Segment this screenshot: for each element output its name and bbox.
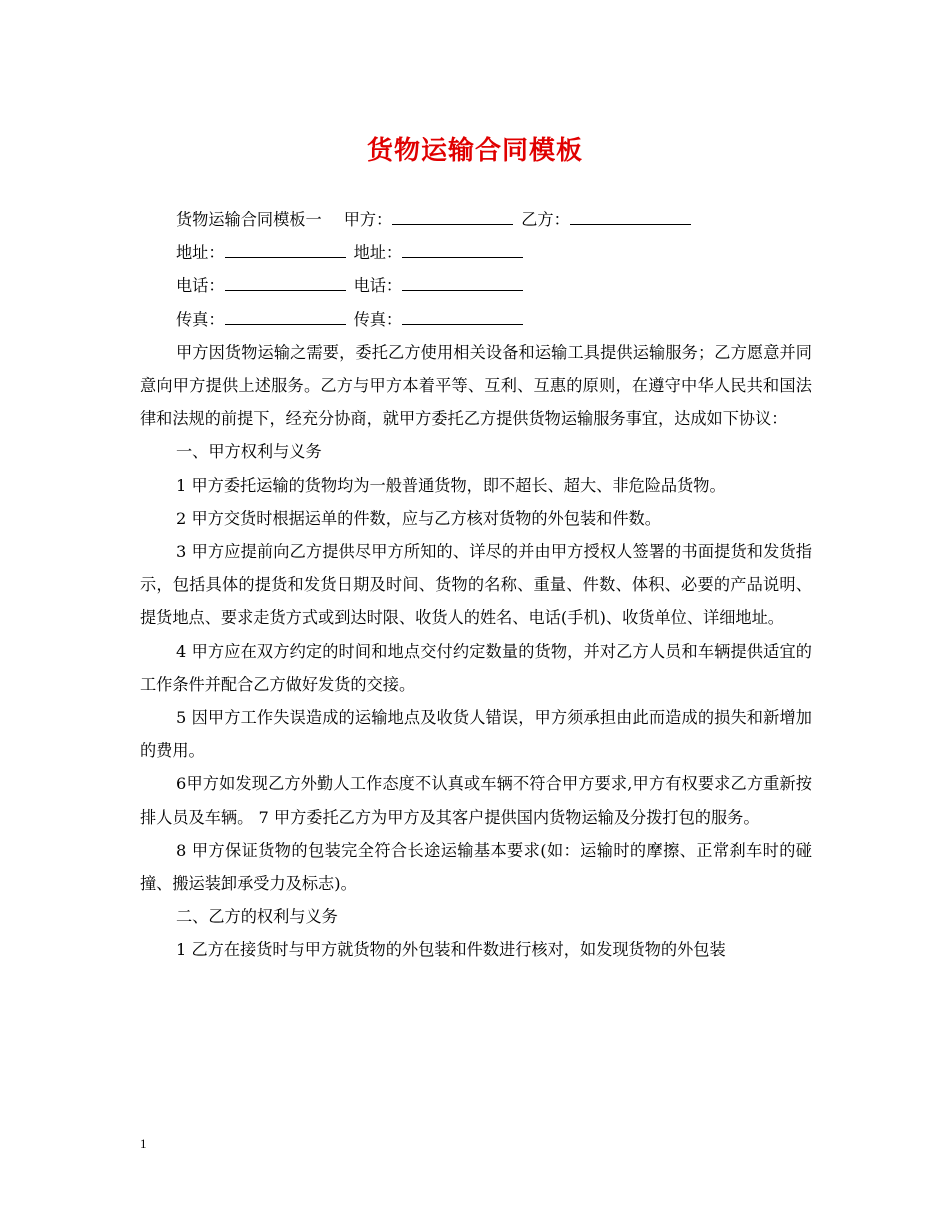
header-row-2 <box>140 236 812 269</box>
address-b-blank <box>402 243 523 258</box>
party-a-blank <box>392 210 513 225</box>
clause-a-1: 1 甲方委托运输的货物均为一般普通货物，即不超长、超大、非危险品货物。 <box>176 475 726 495</box>
address-a-label: 地址： <box>176 243 225 263</box>
fax-b-label: 传真： <box>353 309 403 329</box>
clause-a-2: 2 甲方交货时根据运单的件数，应与乙方核对货物的外包装和件数。 <box>176 508 661 528</box>
section-heading-party-a: 一、甲方权利与义务 <box>176 442 322 462</box>
fax-a-label: 传真： <box>176 309 225 329</box>
clause-a-8: 8 甲方保证货物的包装完全符合长途运输基本要求(如：运输时的摩擦、正常刹车时的碰撞、搬运装卸承受力及标志)。 <box>140 840 812 894</box>
phone-a-blank <box>225 276 346 291</box>
fax-b-blank <box>402 310 523 325</box>
phone-b-blank <box>402 276 523 291</box>
party-b-label: 乙方： <box>521 210 570 229</box>
template-label: 货物运输合同模板一 <box>176 210 322 229</box>
document-title: 货物运输合同模板 <box>366 136 583 166</box>
clause-a-3: 3 甲方应提前向乙方提供尽甲方所知的、详尽的并由甲方授权人签署的书面提货和发货指示，包括具体的提货和发货日期及时间、货物的名称、重量、件数、体积、必要的产品说明、提货地点、要求走货方式或到达时限、收货人的姓名、电话(手机)、收货单位、详细地址。 <box>140 542 812 628</box>
clause-a-4: 4 甲方应在双方约定的时间和地点交付约定数量的货物，并对乙方人员和车辆提供适宜的工作条件并配合乙方做好发货的交接。 <box>140 641 812 694</box>
party-b-blank <box>570 210 691 225</box>
paragraph-preamble: 甲方因货物运输之需要，委托乙方使用相关设备和运输工具提供运输服务；乙方愿意并同意向甲方提供上述服务。乙方与甲方本着平等、互利、互惠的原则，在遵守中华人民共和国法律和法规的前提下，经充分协商，就甲方委托乙方提供货物运输服务事宜，达成如下协议： <box>140 342 812 429</box>
header-row-3 <box>140 269 812 302</box>
section-heading-party-b: 二、乙方的权利与义务 <box>176 907 338 927</box>
party-a-label: 甲方： <box>343 210 393 229</box>
phone-b-label: 电话： <box>353 276 403 296</box>
header-row-1 <box>140 203 812 236</box>
clause-b-1: 1 乙方在接货时与甲方就货物的外包装和件数进行核对，如发现货物的外包装 <box>176 940 726 960</box>
address-a-blank <box>225 243 346 258</box>
fax-a-blank <box>225 310 346 325</box>
header-row-4 <box>140 303 812 336</box>
address-b-label: 地址： <box>353 243 403 263</box>
document-body <box>140 203 812 967</box>
page-number: 1 <box>140 1136 147 1151</box>
clause-a-6-7: 6甲方如发现乙方外勤人工作态度不认真或车辆不符合甲方要求,甲方有权要求乙方重新按排人员及车辆。 7 甲方委托乙方为甲方及其客户提供国内货物运输及分拨打包的服务。 <box>140 774 812 827</box>
phone-a-label: 电话： <box>176 276 225 296</box>
clause-a-5: 5 因甲方工作失误造成的运输地点及收货人错误，甲方须承担由此而造成的损失和新增加的费用。 <box>140 708 812 761</box>
